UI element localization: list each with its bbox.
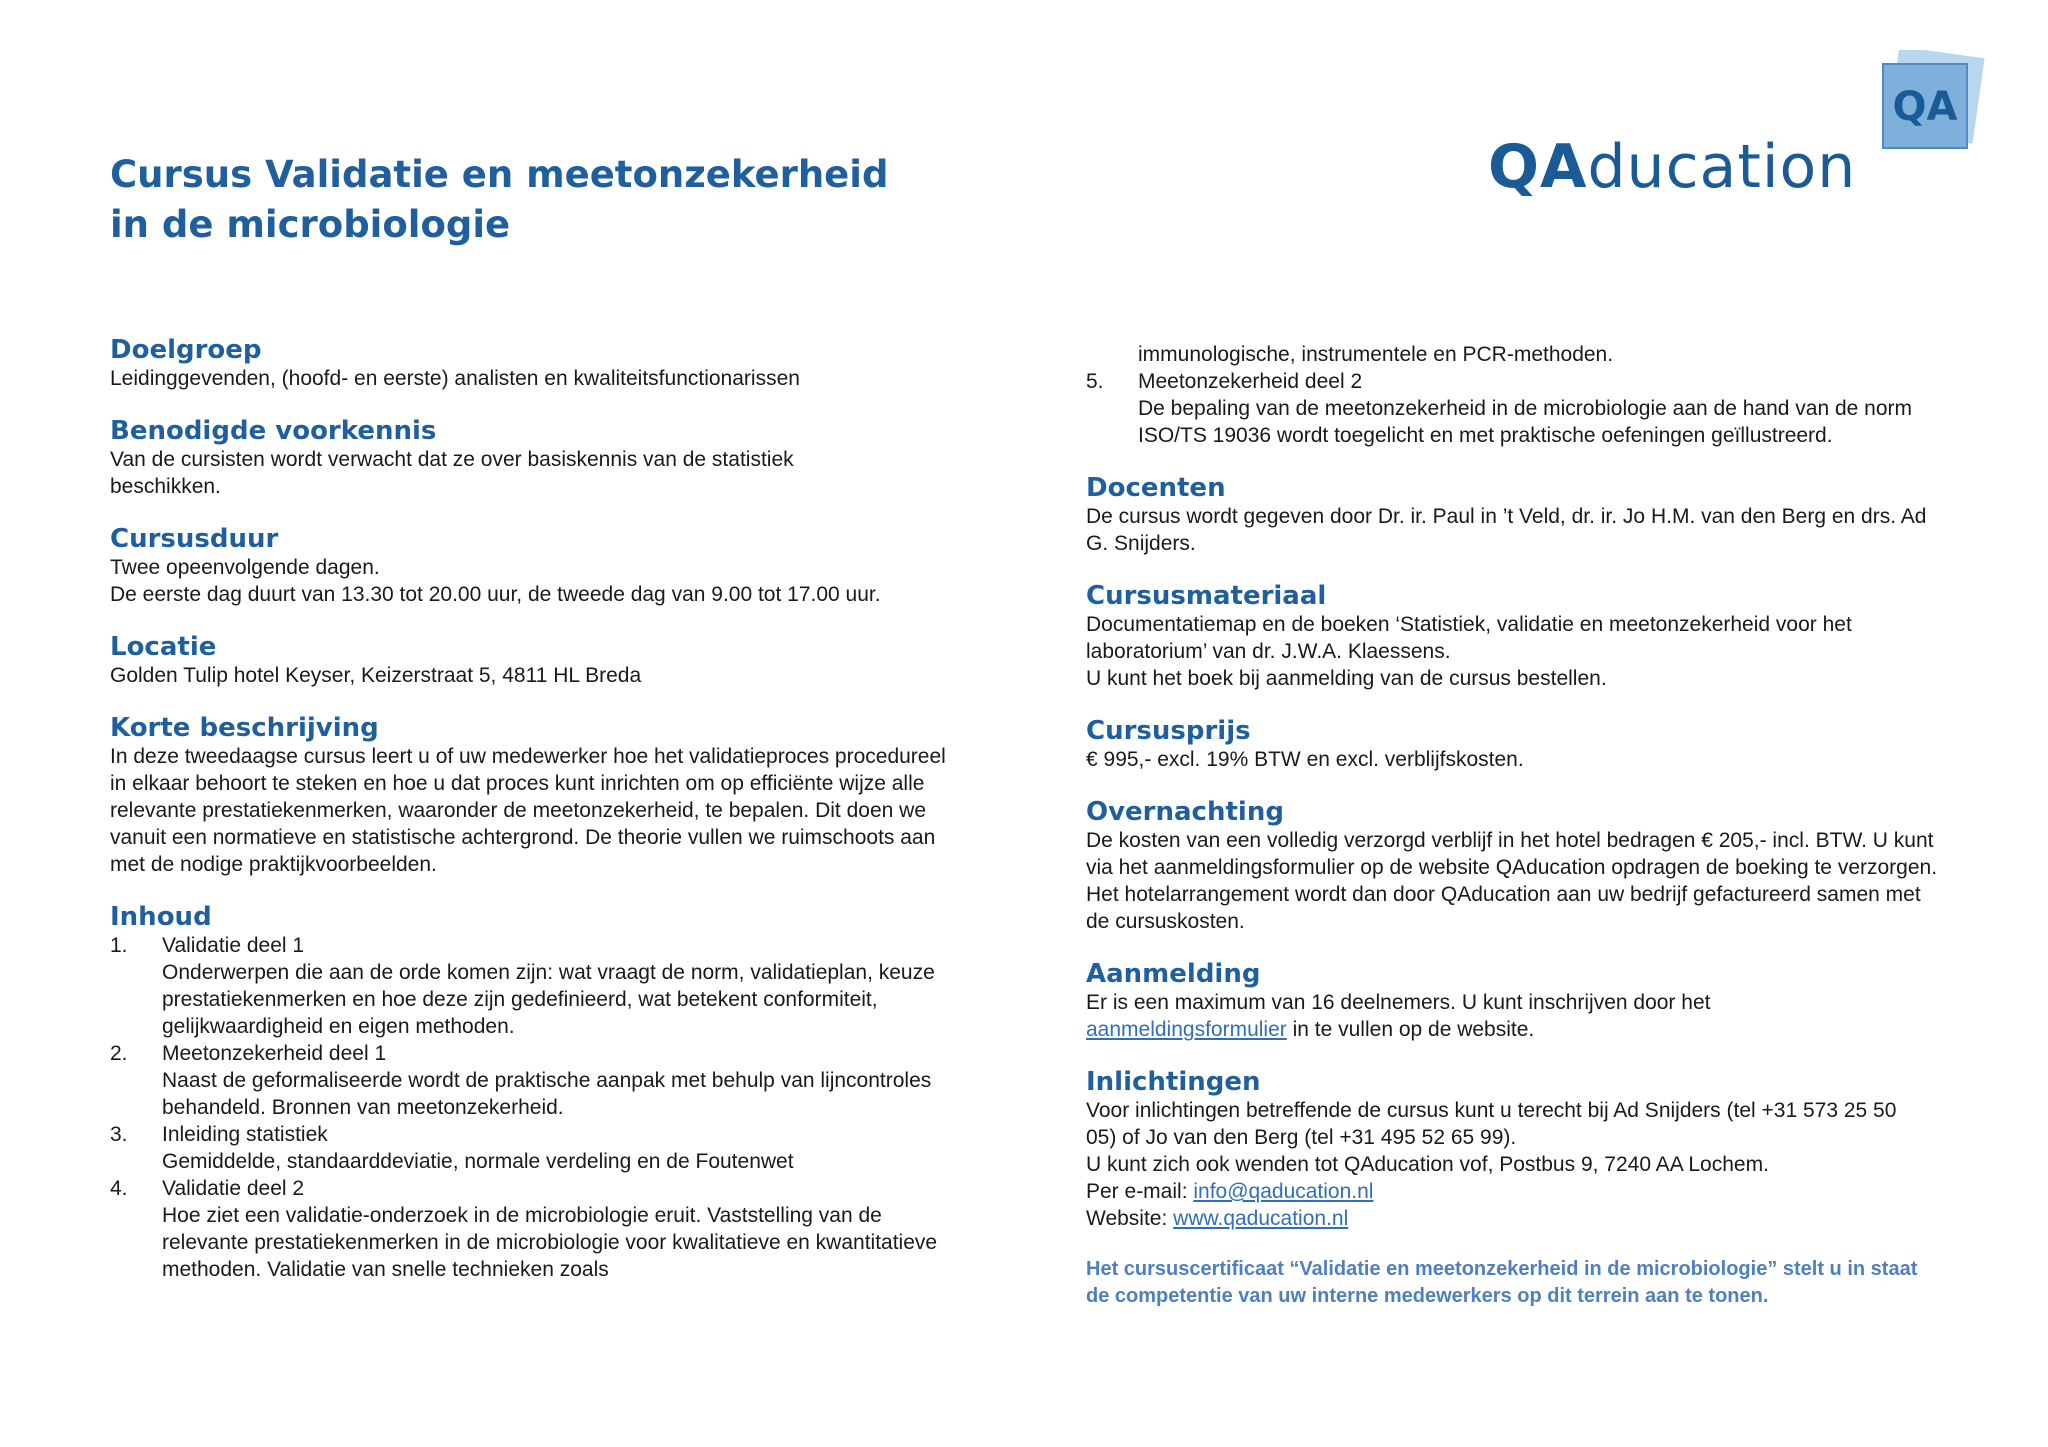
heading-cursusmateriaal: Cursusmateriaal [1086,581,1327,611]
left-column [110,335,970,1283]
list-item-number: 3. [110,1123,128,1146]
heading-locatie: Locatie [110,632,217,662]
aanmelding-text-before: Er is een maximum van 16 deelnemers. U kunt inschrijven door het [1086,991,1711,1014]
heading-cursusduur: Cursusduur [110,524,279,554]
right-column [1086,341,1946,1310]
heading-doelgroep: Doelgroep [110,335,262,365]
cursusduur-line-1: Twee opeenvolgende dagen. [110,556,380,579]
list-item-number: 2. [110,1042,128,1065]
qa-badge-text: QA [1892,84,1958,130]
list-item-description: immunologische, instrumentele en PCR-methoden. [1138,343,1614,366]
certificate-statement: Het cursuscertificaat “Validatie en meetonzekerheid in de microbiologie” stelt u in staat de competentie van uw interne medewerkers op dit terrein aan te tonen. [1086,1258,1918,1307]
heading-korte-beschrijving: Korte beschrijving [110,713,379,743]
heading-cursusprijs: Cursusprijs [1086,716,1251,746]
inlichtingen-website-row [1086,1205,1946,1232]
heading-inhoud: Inhoud [110,902,212,932]
list-item-title: Meetonzekerheid deel 1 [162,1042,387,1065]
list-item-number: 5. [1086,370,1104,393]
doelgroep-text: Leidinggevenden, (hoofd- en eerste) analisten en kwaliteitsfunctionarissen [110,367,800,390]
list-item-title: Validatie deel 2 [162,1177,305,1200]
aanmelding-text [1086,989,1806,1043]
logo-wordmark [1488,132,1856,202]
voorkennis-text: Van de cursisten wordt verwacht dat ze over basiskennis van de statistiek beschikken. [110,448,794,498]
list-item-description: Gemiddelde, standaarddeviatie, normale verdeling en de Foutenwet [162,1150,794,1173]
list-item-number: 4. [110,1177,128,1200]
cursusduur-line-2: De eerste dag duurt van 13.30 tot 20.00 uur, de tweede dag van 9.00 tot 17.00 uur. [110,583,881,606]
list-item-description: Onderwerpen die aan de orde komen zijn: wat vraagt de norm, validatieplan, keuze prestatiekenmerken en hoe deze zijn gedefinieerd, wat betekent conformiteit, gelijkwaardigheid en eigen methoden. [162,961,935,1038]
heading-voorkennis: Benodigde voorkennis [110,416,437,446]
heading-docenten: Docenten [1086,473,1226,503]
list-item [110,1040,970,1121]
page-title [110,150,888,250]
beschrijving-text: In deze tweedaagse cursus leert u of uw medewerker hoe het validatieproces procedureel in elkaar behoort te steken en hoe u dat proces kunt inrichten om op efficiënte wijze alle relevante prestatiekenmerken, waaronder de meetonzekerheid, te bepalen. Dit doen we vanuit een normatieve en statistische achtergrond. De theorie vullen we ruimschoots aan met de nodige praktijkvoorbeelden. [110,745,946,876]
list-item [110,1121,970,1175]
inhoud-list-continued [1086,341,1946,449]
aanmeldingsformulier-link[interactable]: aanmeldingsformulier [1086,1018,1287,1041]
prijs-text: € 995,- excl. 19% BTW en excl. verblijfskosten. [1086,748,1524,771]
qaducation-logo [1480,50,1990,210]
materiaal-line-2: U kunt het boek bij aanmelding van de cursus bestellen. [1086,667,1607,690]
email-link[interactable]: info@qaducation.nl [1193,1180,1374,1203]
materiaal-line-1: Documentatiemap en de boeken ‘Statistiek, validatie en meetonzekerheid voor het laboratorium’ van dr. J.W.A. Klaessens. [1086,613,1852,663]
heading-overnachting: Overnachting [1086,797,1284,827]
list-item-title: Meetonzekerheid deel 2 [1138,370,1363,393]
website-label: Website: [1086,1207,1174,1230]
heading-inlichtingen: Inlichtingen [1086,1067,1261,1097]
logo-wordmark-rest: ducation [1587,132,1857,202]
website-link[interactable]: www.qaducation.nl [1173,1207,1349,1230]
list-item-number: 1. [110,934,128,957]
locatie-text: Golden Tulip hotel Keyser, Keizerstraat 5, 4811 HL Breda [110,664,642,687]
inlichtingen-line-2: U kunt zich ook wenden tot QAducation vof, Postbus 9, 7240 AA Lochem. [1086,1153,1769,1176]
overnachting-text: De kosten van een volledig verzorgd verblijf in het hotel bedragen € 205,- incl. BTW. U kunt via het aanmeldingsformulier op de website QAducation opdragen de boeking te verzorgen. Het hotelarrangement wordt dan door QAducation aan uw bedrijf gefactureerd samen met de cursuskosten. [1086,829,1938,933]
aanmelding-text-after: in te vullen op de website. [1286,1018,1535,1041]
list-item [1086,368,1946,449]
list-item-description: Naast de geformaliseerde wordt de praktische aanpak met behulp van lijncontroles behandeld. Bronnen van meetonzekerheid. [162,1069,932,1119]
inlichtingen-line-1: Voor inlichtingen betreffende de cursus kunt u terecht bij Ad Snijders (tel +31 573 25 50 05) of Jo van den Berg (tel +31 495 52 65 99). [1086,1099,1897,1149]
list-item-title: Validatie deel 1 [162,934,305,957]
email-label: Per e-mail: [1086,1180,1194,1203]
logo-wordmark-qa: QA [1488,132,1588,202]
page-title-line-2: in de microbiologie [110,203,511,246]
page-title-line-1: Cursus Validatie en meetonzekerheid [110,153,889,196]
inhoud-list [110,932,970,1283]
list-item [110,932,970,1040]
list-item-description: Hoe ziet een validatie-onderzoek in de microbiologie eruit. Vaststelling van de relevante prestatiekenmerken in de microbiologie voor kwalitatieve en kwantitatieve methoden. Validatie van snelle technieken zoals [162,1204,938,1281]
docenten-text: De cursus wordt gegeven door Dr. ir. Paul in ’t Veld, dr. ir. Jo H.M. van den Berg en drs. Ad G. Snijders. [1086,505,1927,555]
list-item-description: De bepaling van de meetonzekerheid in de microbiologie aan de hand van de norm ISO/TS 19036 wordt toegelicht en met praktische oefeningen geïllustreerd. [1138,397,1913,447]
qa-badge-icon [1875,50,1985,155]
list-item-continuation [1086,341,1946,368]
heading-aanmelding: Aanmelding [1086,959,1261,989]
list-item [110,1175,970,1283]
list-item-title: Inleiding statistiek [162,1123,328,1146]
inlichtingen-email-row [1086,1178,1946,1205]
